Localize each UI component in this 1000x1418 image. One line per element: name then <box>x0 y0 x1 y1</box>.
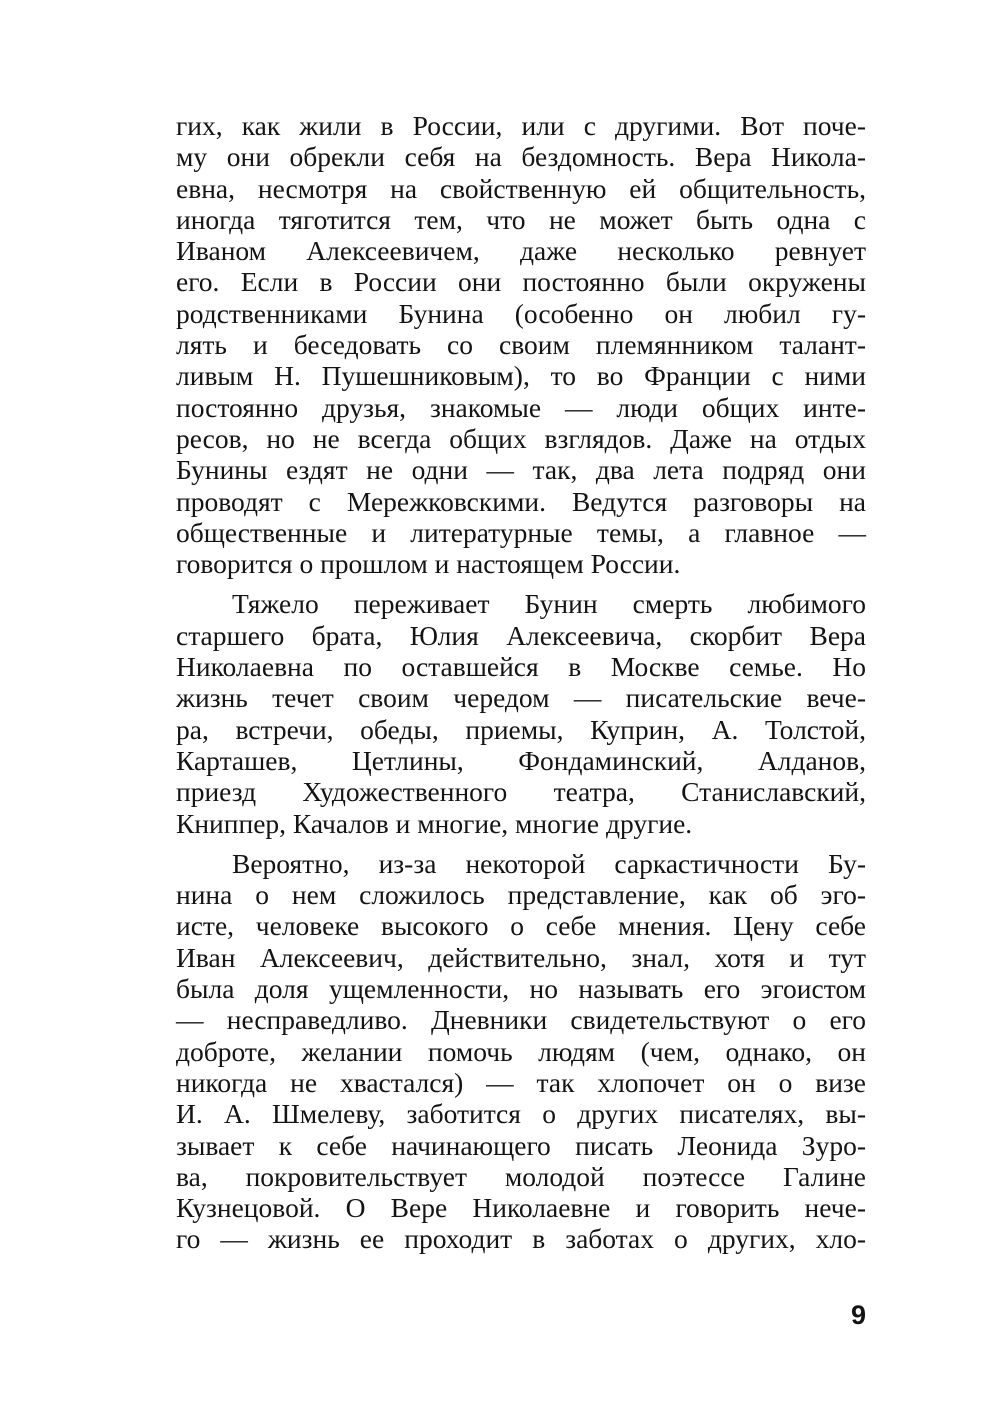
text-line: старшего брата, Юлия Алексеевича, скорбит Вера <box>176 619 866 651</box>
text-line: Тяжело переживает Бунин смерть любимого <box>232 588 866 620</box>
text-line: проводят с Мережковскими. Ведутся разговоры на <box>176 485 866 517</box>
text-line: нина о нем сложилось представление, как об эго- <box>176 879 866 911</box>
text-line: Николаевна по оставшейся в Москве семье. Но <box>176 651 866 683</box>
text-line: И. А. Шмелеву, заботится о других писателях, вы- <box>176 1098 866 1130</box>
text-line: Иваном Алексеевичем, даже несколько ревнует <box>176 235 866 267</box>
text-line: постоянно друзья, знакомые — люди общих инте- <box>176 391 866 423</box>
text-line: приезд Художественного театра, Станиславский, <box>176 776 866 808</box>
text-line: Бунины ездят не одни — так, два лета подряд они <box>176 454 866 486</box>
paragraph-gap <box>176 579 866 588</box>
text-line: Вероятно, из-за некоторой саркастичности Бу- <box>232 847 866 879</box>
paragraph-3 <box>176 848 866 1255</box>
text-line: была доля ущемленности, но называть его эгоистом <box>176 973 866 1005</box>
text-line: жизнь течет своим чередом — писательские вече- <box>176 682 866 714</box>
text-line: говорится о прошлом и настоящем России. <box>176 548 681 580</box>
text-line: ва, покровительствует молодой поэтессе Галине <box>176 1160 866 1192</box>
text-line: его. Если в России они постоянно были окружены <box>176 266 866 298</box>
text-line: родственниками Бунина (особенно он любил гу- <box>176 297 866 329</box>
page-number: 9 <box>850 1300 866 1330</box>
text-line: — несправедливо. Дневники свидетельствуют о его <box>176 1004 866 1036</box>
text-line: никогда не хвастался) — так хлопочет он о визе <box>176 1066 866 1098</box>
text-line: Кузнецовой. О Вере Николаевне и говорить нече- <box>176 1192 866 1224</box>
text-line: Карташев, Цетлины, Фондаминский, Алданов, <box>176 744 866 776</box>
text-line: Иван Алексеевич, действительно, знал, хотя и тут <box>176 941 866 973</box>
text-line: евна, несмотря на свойственную ей общительность, <box>176 172 866 204</box>
paragraph-gap <box>176 839 866 848</box>
text-line: гих, как жили в России, или с другими. Вот поче- <box>176 110 866 141</box>
text-line: зывает к себе начинающего писать Леонида Зуро- <box>176 1129 866 1161</box>
text-line: доброте, желании помочь людям (чем, однако, он <box>176 1035 866 1067</box>
text-line: Книппер, Качалов и многие, многие другие. <box>176 807 693 839</box>
text-line: иногда тяготится тем, что не может быть одна с <box>176 203 866 235</box>
paragraph-2 <box>176 588 866 838</box>
text-line: му они обрекли себя на бездомность. Вера Никола- <box>176 141 866 173</box>
text-line: ра, встречи, обеды, приемы, Куприн, А. Толстой, <box>176 713 866 745</box>
text-line: ресов, но не всегда общих взглядов. Даже на отдых <box>176 422 866 454</box>
text-line: исте, человеке высокого о себе мнения. Цену себе <box>176 910 866 942</box>
text-line: ливым Н. Пушешниковым), то во Франции с ними <box>176 360 866 392</box>
paragraph-1 <box>176 110 866 579</box>
body-text <box>176 110 866 1255</box>
text-line: общественные и литературные темы, а главное — <box>176 516 866 548</box>
text-line: го — жизнь ее проходит в заботах о других, хло- <box>176 1223 866 1255</box>
text-line: лять и беседовать со своим племянником талант- <box>176 329 866 361</box>
